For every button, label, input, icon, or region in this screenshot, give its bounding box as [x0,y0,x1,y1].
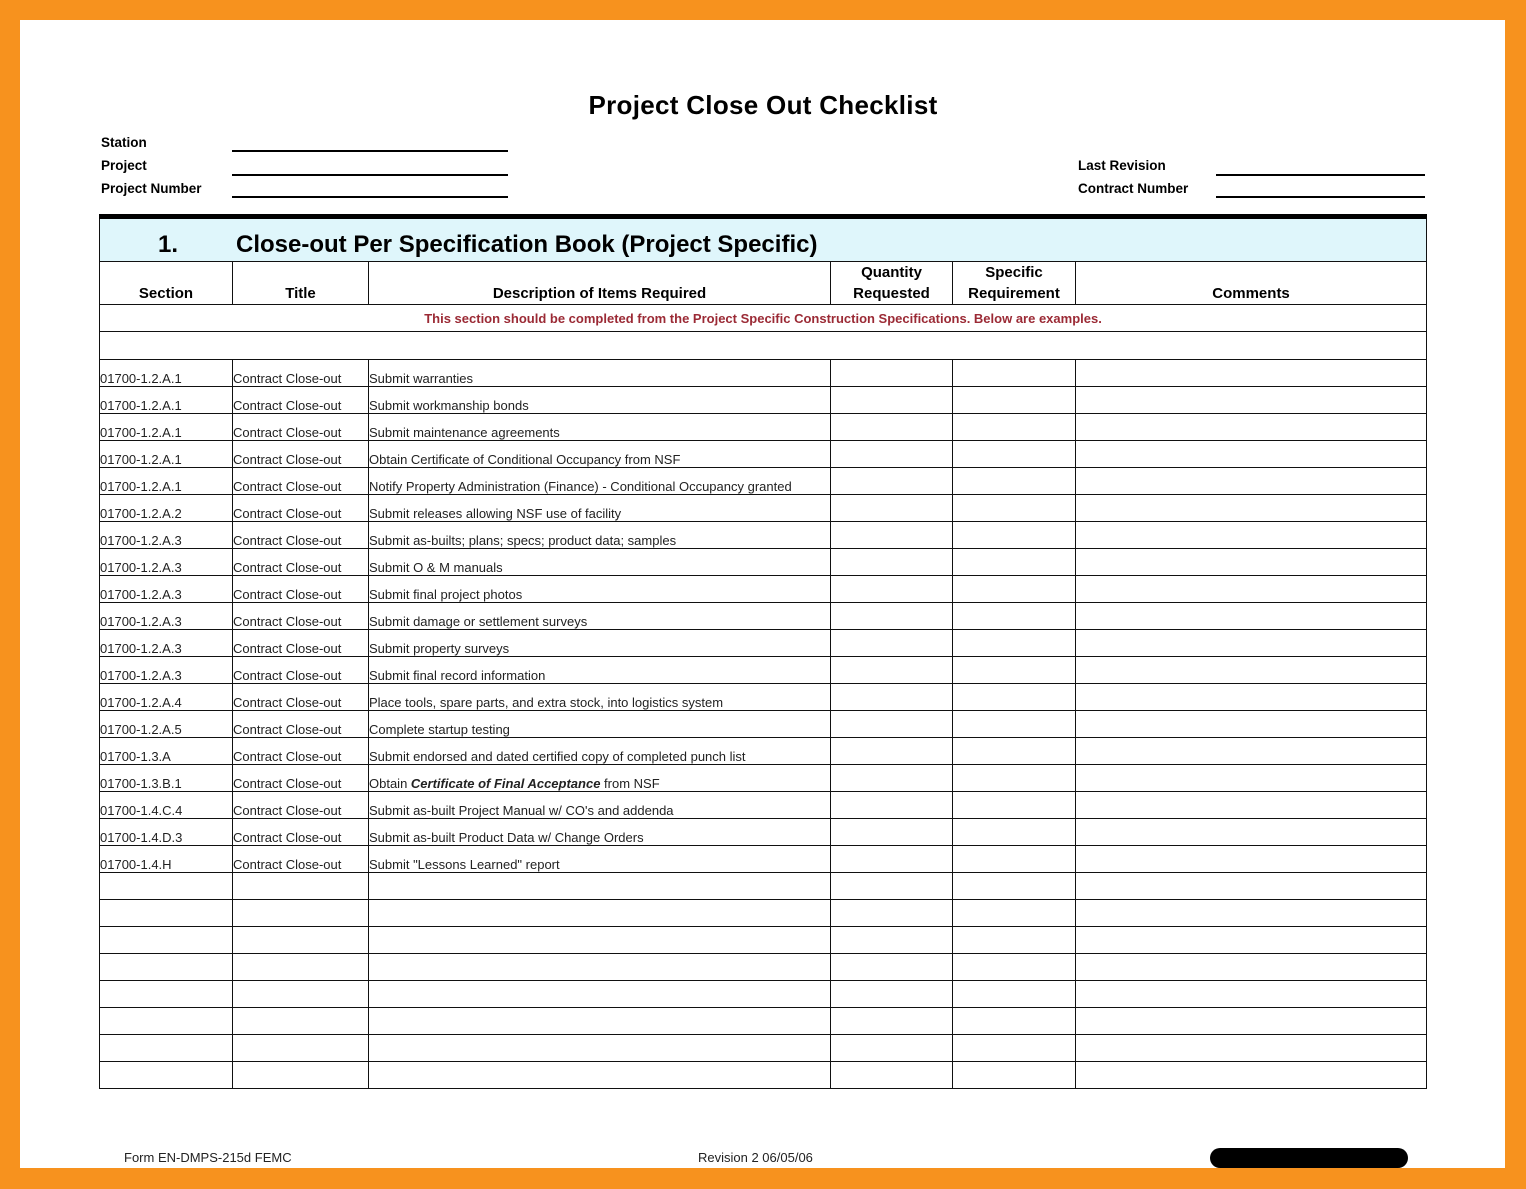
section-band [100,217,1427,262]
cell-description: Submit as-builts; plans; specs; product data; samples [369,522,831,549]
cell-title: Contract Close-out [233,360,369,387]
cell-description[interactable] [369,873,831,900]
project-number-label: Project Number [101,181,202,196]
cell-comments[interactable] [1076,873,1427,900]
cell-description: Obtain Certificate of Conditional Occupancy from NSF [369,441,831,468]
cell-description: Submit maintenance agreements [369,414,831,441]
cell-comments[interactable] [1076,603,1427,630]
cell-comments[interactable] [1076,1008,1427,1035]
cell-description[interactable] [369,981,831,1008]
cell-description: Notify Property Administration (Finance) - Conditional Occupancy granted [369,468,831,495]
cell-comments[interactable] [1076,819,1427,846]
contract-number-field[interactable] [1216,196,1425,198]
cell-description: Submit as-built Product Data w/ Change Orders [369,819,831,846]
col-section: Section [100,262,233,305]
desc-text: Obtain [369,776,411,791]
cell-title: Contract Close-out [233,819,369,846]
cell-specific[interactable] [953,414,1076,441]
cell-specific[interactable] [953,495,1076,522]
cell-specific[interactable] [953,873,1076,900]
cell-specific[interactable] [953,576,1076,603]
cell-quantity[interactable] [831,576,953,603]
cell-title: Contract Close-out [233,738,369,765]
empty-row [100,954,1427,981]
cell-quantity[interactable] [831,684,953,711]
cell-comments[interactable] [1076,657,1427,684]
cell-quantity[interactable] [831,549,953,576]
cell-section: 01700-1.2.A.3 [100,657,233,684]
empty-row [100,1008,1427,1035]
cell-comments[interactable] [1076,360,1427,387]
cell-section: 01700-1.3.B.1 [100,765,233,792]
cell-comments[interactable] [1076,468,1427,495]
cell-description: Submit "Lessons Learned" report [369,846,831,873]
cell-section: 01700-1.2.A.1 [100,468,233,495]
cell-section[interactable] [100,1062,233,1089]
cell-comments[interactable] [1076,792,1427,819]
cell-description: Submit warranties [369,360,831,387]
contract-number-label: Contract Number [1078,181,1189,196]
project-field[interactable] [232,174,508,176]
cell-title[interactable] [233,954,369,981]
cell-specific[interactable] [953,630,1076,657]
cell-comments[interactable] [1076,1062,1427,1089]
cell-quantity[interactable] [831,387,953,414]
instruction-note: This section should be completed from the Project Specific Construction Specifications. Below are examples. [100,305,1427,332]
last-revision-field[interactable] [1216,174,1425,176]
cell-section: 01700-1.2.A.3 [100,522,233,549]
desc-emphasis: Certificate of Final Acceptance [410,776,601,791]
cell-specific[interactable] [953,792,1076,819]
header-row [100,262,1427,305]
table-row [100,711,1427,738]
empty-row [100,900,1427,927]
table-row [100,765,1427,792]
cell-description: Submit final project photos [369,576,831,603]
table-row [100,522,1427,549]
cell-specific[interactable] [953,603,1076,630]
cell-description[interactable] [369,1035,831,1062]
checklist-rows [100,360,1427,873]
cell-section: 01700-1.2.A.3 [100,630,233,657]
cell-section[interactable] [100,873,233,900]
table-row [100,441,1427,468]
note-row [100,305,1427,332]
cell-section: 01700-1.3.A [100,738,233,765]
cell-specific[interactable] [953,738,1076,765]
cell-quantity[interactable] [831,738,953,765]
cell-quantity[interactable] [831,630,953,657]
station-label: Station [101,135,147,150]
cell-quantity[interactable] [831,468,953,495]
cell-specific[interactable] [953,819,1076,846]
cell-title[interactable] [233,927,369,954]
cell-title: Contract Close-out [233,522,369,549]
empty-row [100,1062,1427,1089]
col-quantity [831,262,953,305]
cell-specific[interactable] [953,657,1076,684]
cell-quantity[interactable] [831,711,953,738]
cell-section[interactable] [100,900,233,927]
col-quantity-line2: Requested [853,285,930,302]
cell-comments[interactable] [1076,711,1427,738]
empty-row [100,873,1427,900]
cell-section[interactable] [100,1035,233,1062]
section-title: Close-out Per Specification Book (Project Specific) [236,231,818,258]
empty-row [100,981,1427,1008]
cell-specific[interactable] [953,954,1076,981]
cell-quantity[interactable] [831,441,953,468]
cell-specific[interactable] [953,981,1076,1008]
cell-description: Submit final record information [369,657,831,684]
checklist-table [99,214,1427,1089]
cell-title: Contract Close-out [233,576,369,603]
cell-quantity[interactable] [831,1008,953,1035]
last-revision-label: Last Revision [1078,158,1166,173]
cell-title: Contract Close-out [233,414,369,441]
cell-section[interactable] [100,954,233,981]
cell-comments[interactable] [1076,738,1427,765]
cell-quantity[interactable] [831,360,953,387]
cell-title: Contract Close-out [233,603,369,630]
cell-specific[interactable] [953,387,1076,414]
cell-title: Contract Close-out [233,441,369,468]
table-row [100,360,1427,387]
cell-title: Contract Close-out [233,468,369,495]
cell-title[interactable] [233,873,369,900]
cell-description: Submit damage or settlement surveys [369,603,831,630]
cell-comments[interactable] [1076,981,1427,1008]
cell-section: 01700-1.2.A.1 [100,441,233,468]
col-specific-line1: Specific [985,264,1043,281]
empty-row [100,927,1427,954]
table-row [100,846,1427,873]
table-row [100,414,1427,441]
cell-quantity[interactable] [831,981,953,1008]
cell-title: Contract Close-out [233,792,369,819]
cell-title: Contract Close-out [233,549,369,576]
cell-quantity[interactable] [831,495,953,522]
cell-description: Submit endorsed and dated certified copy of completed punch list [369,738,831,765]
cell-title: Contract Close-out [233,495,369,522]
cell-title: Contract Close-out [233,630,369,657]
cell-comments[interactable] [1076,441,1427,468]
cell-comments[interactable] [1076,495,1427,522]
col-description: Description of Items Required [369,262,831,305]
revision-date: Revision 2 06/05/06 [698,1150,813,1165]
cell-quantity[interactable] [831,1062,953,1089]
cell-section[interactable] [100,927,233,954]
cell-specific[interactable] [953,522,1076,549]
cell-specific[interactable] [953,1035,1076,1062]
cell-specific[interactable] [953,684,1076,711]
cell-section: 01700-1.4.D.3 [100,819,233,846]
table-row [100,630,1427,657]
cell-title[interactable] [233,981,369,1008]
table-row [100,549,1427,576]
cell-description: Submit O & M manuals [369,549,831,576]
cell-title[interactable] [233,1062,369,1089]
cell-quantity[interactable] [831,765,953,792]
cell-quantity[interactable] [831,900,953,927]
cell-comments[interactable] [1076,414,1427,441]
cell-quantity[interactable] [831,927,953,954]
col-quantity-line1: Quantity [861,264,922,281]
table-row [100,738,1427,765]
cell-title[interactable] [233,900,369,927]
cell-comments[interactable] [1076,630,1427,657]
cell-description: Submit property surveys [369,630,831,657]
cell-comments[interactable] [1076,1035,1427,1062]
cell-specific[interactable] [953,1062,1076,1089]
empty-rows [100,873,1427,1089]
cell-section: 01700-1.4.C.4 [100,792,233,819]
cell-title: Contract Close-out [233,657,369,684]
cell-title[interactable] [233,1035,369,1062]
cell-quantity[interactable] [831,954,953,981]
cell-specific[interactable] [953,549,1076,576]
section-number: 1. [157,231,178,258]
cell-specific[interactable] [953,711,1076,738]
cell-quantity[interactable] [831,846,953,873]
cell-description: Submit workmanship bonds [369,387,831,414]
table-row [100,819,1427,846]
cell-section[interactable] [100,981,233,1008]
redaction-bar [1210,1148,1408,1168]
cell-quantity[interactable] [831,603,953,630]
cell-title: Contract Close-out [233,684,369,711]
table-row [100,576,1427,603]
cell-section: 01700-1.4.H [100,846,233,873]
cell-comments[interactable] [1076,549,1427,576]
table-row [100,387,1427,414]
cell-description: Complete startup testing [369,711,831,738]
cell-description: Submit releases allowing NSF use of facility [369,495,831,522]
cell-title: Contract Close-out [233,711,369,738]
cell-description[interactable] [369,954,831,981]
cell-title: Contract Close-out [233,387,369,414]
cell-quantity[interactable] [831,819,953,846]
form-id: Form EN-DMPS-215d FEMC [124,1150,292,1165]
cell-description: Place tools, spare parts, and extra stock, into logistics system [369,684,831,711]
cell-comments[interactable] [1076,765,1427,792]
cell-comments[interactable] [1076,900,1427,927]
table-row [100,792,1427,819]
cell-specific[interactable] [953,900,1076,927]
cell-comments[interactable] [1076,927,1427,954]
cell-specific[interactable] [953,927,1076,954]
cell-description[interactable] [369,1062,831,1089]
table-row [100,468,1427,495]
project-number-field[interactable] [232,196,508,198]
cell-comments[interactable] [1076,684,1427,711]
cell-specific[interactable] [953,360,1076,387]
cell-section: 01700-1.2.A.3 [100,549,233,576]
cell-quantity[interactable] [831,522,953,549]
spacer-row [100,332,1427,360]
cell-quantity[interactable] [831,792,953,819]
cell-specific[interactable] [953,846,1076,873]
cell-section: 01700-1.2.A.1 [100,387,233,414]
cell-section: 01700-1.2.A.4 [100,684,233,711]
cell-comments[interactable] [1076,576,1427,603]
empty-row [100,1035,1427,1062]
col-specific [953,262,1076,305]
cell-section: 01700-1.2.A.2 [100,495,233,522]
table-row [100,495,1427,522]
cell-description [369,765,831,792]
cell-section: 01700-1.2.A.1 [100,360,233,387]
col-specific-line2: Requirement [968,285,1060,302]
table-row [100,657,1427,684]
cell-quantity[interactable] [831,414,953,441]
cell-title: Contract Close-out [233,846,369,873]
cell-comments[interactable] [1076,846,1427,873]
cell-section[interactable] [100,1008,233,1035]
cell-section: 01700-1.2.A.5 [100,711,233,738]
cell-description: Submit as-built Project Manual w/ CO's and addenda [369,792,831,819]
project-label: Project [101,158,147,173]
col-comments: Comments [1076,262,1427,305]
station-field[interactable] [232,150,508,152]
cell-specific[interactable] [953,1008,1076,1035]
cell-comments[interactable] [1076,387,1427,414]
cell-description[interactable] [369,1008,831,1035]
desc-text: from NSF [600,776,660,791]
cell-quantity[interactable] [831,657,953,684]
cell-comments[interactable] [1076,522,1427,549]
cell-title: Contract Close-out [233,765,369,792]
cell-description[interactable] [369,900,831,927]
cell-specific[interactable] [953,765,1076,792]
cell-description[interactable] [369,927,831,954]
cell-section: 01700-1.2.A.3 [100,576,233,603]
col-title: Title [233,262,369,305]
cell-specific[interactable] [953,468,1076,495]
cell-specific[interactable] [953,441,1076,468]
table-row [100,603,1427,630]
table-row [100,684,1427,711]
cell-quantity[interactable] [831,1035,953,1062]
cell-section: 01700-1.2.A.1 [100,414,233,441]
cell-title[interactable] [233,1008,369,1035]
cell-section: 01700-1.2.A.3 [100,603,233,630]
cell-comments[interactable] [1076,954,1427,981]
page-title: Project Close Out Checklist [588,90,938,120]
cell-quantity[interactable] [831,873,953,900]
